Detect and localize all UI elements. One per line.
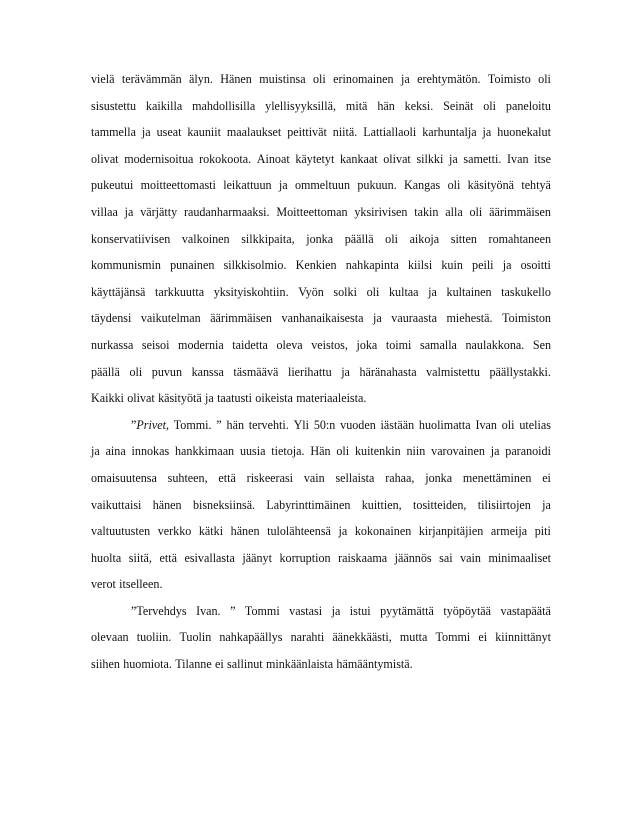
word: taatusti: [217, 391, 252, 406]
word: uusia: [239, 444, 266, 459]
word: tilisiirtojen: [477, 497, 531, 512]
word: ja: [341, 364, 350, 379]
word: oli: [385, 231, 398, 246]
text-line: [91, 252, 551, 279]
word: ”Privet,: [131, 417, 169, 432]
word: armeija: [490, 524, 528, 539]
word: silkkisolmio.: [223, 258, 287, 273]
word: rahaa,: [385, 470, 415, 485]
word: hän: [377, 98, 395, 113]
word: ja: [490, 444, 500, 459]
word: kankaat: [339, 151, 378, 166]
word: hän: [226, 417, 244, 432]
word: että: [159, 550, 177, 565]
word: sai: [439, 550, 453, 565]
word: aina: [105, 444, 126, 459]
word: Tuolin: [179, 630, 212, 645]
word: verot: [91, 577, 116, 592]
word: terävämmän: [121, 72, 182, 86]
word: romahtaneen: [488, 231, 551, 246]
word: siihen: [91, 657, 120, 672]
word: oli: [336, 444, 350, 459]
word: tammella: [91, 125, 136, 140]
word: yksirivisen: [354, 204, 408, 219]
word: Tommi.: [173, 417, 212, 432]
word: taidetta: [232, 337, 268, 352]
word: Toimiston: [502, 311, 551, 326]
word: äärimmäisen: [489, 204, 551, 219]
word: päällä: [344, 231, 374, 246]
word: työpöytää: [443, 603, 492, 618]
word: tietoja.: [271, 444, 305, 459]
text-line: [91, 359, 551, 386]
word: kuittien,: [361, 497, 402, 512]
word: itse: [534, 151, 551, 166]
word: äänekkäästi,: [332, 630, 392, 645]
word: Lattiallaoli: [363, 125, 417, 140]
word: käsityönä: [467, 178, 515, 193]
word: yksityiskohtiin.: [213, 284, 289, 299]
word: mutta: [399, 630, 428, 645]
word: alla: [445, 204, 463, 219]
text-line: [91, 624, 551, 651]
word: tehtyä: [521, 178, 551, 193]
word: valtuutusten: [91, 524, 151, 539]
body-text: [91, 66, 551, 678]
word: punainen: [170, 258, 215, 273]
word: jäänyt: [242, 550, 272, 565]
text-line: [91, 199, 551, 226]
word: vaikutelman: [140, 311, 201, 326]
word: kauniit: [187, 125, 221, 140]
word: Labyrinttimäinen: [266, 497, 351, 512]
word: Toimisto: [487, 72, 531, 86]
word: päällystakki.: [489, 364, 551, 379]
text-line: [91, 412, 551, 439]
word: oli: [483, 98, 497, 113]
word: tuoliin.: [136, 630, 172, 645]
word: oli: [538, 72, 551, 86]
paragraph-3: [91, 598, 551, 678]
word: muistinsa: [259, 72, 306, 86]
text-line: [91, 385, 551, 412]
word: rokokoota.: [199, 151, 252, 166]
word: minimaaliset: [488, 550, 551, 565]
word: joka: [356, 337, 378, 352]
word: tervehti.: [248, 417, 289, 432]
word: ”: [230, 603, 236, 618]
word: leikattuun: [223, 178, 272, 193]
word: äärimmäisen: [210, 311, 272, 326]
word: kokonainen: [354, 524, 412, 539]
word: kanssa: [191, 364, 224, 379]
word: vastasi: [289, 603, 323, 618]
word: vastapäätä: [500, 603, 551, 618]
word: häränahasta: [359, 364, 417, 379]
word: erehtymätön.: [417, 72, 481, 86]
word: oikeista: [255, 391, 293, 406]
word: minkäänlaista: [265, 657, 334, 672]
word: ”Tervehdys: [131, 603, 187, 618]
word: oli: [312, 72, 326, 86]
word: niitä.: [332, 125, 358, 140]
word: taskukello: [501, 284, 551, 299]
word: kirjanpitäjien: [418, 524, 484, 539]
text-line: [91, 305, 551, 332]
word: jäännös: [394, 550, 432, 565]
word: värjätty: [140, 204, 178, 219]
word: suhteen,: [167, 470, 208, 485]
word: modernia: [178, 337, 224, 352]
word: varovainen: [431, 444, 485, 459]
word: oleva: [276, 337, 303, 352]
word: Ivan: [507, 151, 529, 166]
word: pyytämättä: [380, 603, 434, 618]
word: 50:n: [313, 417, 336, 432]
word: että: [218, 470, 236, 485]
word: vauraasta: [391, 311, 437, 326]
word: vanhanaikaisesta: [281, 311, 364, 326]
word: valmistettu: [426, 364, 480, 379]
word: seisoi: [141, 337, 170, 352]
word: Ainoat: [256, 151, 290, 166]
word: korruption: [279, 550, 331, 565]
word: Kangas: [403, 178, 441, 193]
word: olivat: [91, 151, 119, 166]
paragraph-1: [91, 66, 551, 412]
word: vain: [303, 470, 325, 485]
word: huomiota.: [123, 657, 172, 672]
word: olevaan: [91, 630, 129, 645]
word: pukeutui: [91, 178, 134, 193]
word: ei: [215, 657, 224, 672]
text-line: [91, 518, 551, 545]
word: Vyön: [298, 284, 324, 299]
word: oli: [469, 204, 483, 219]
word: niin: [406, 444, 426, 459]
word: Hänen: [220, 72, 252, 86]
word: käytetyt: [295, 151, 335, 166]
word: silkkipaita,: [241, 231, 295, 246]
word: oli: [501, 417, 515, 432]
word: veistos,: [311, 337, 348, 352]
text-line: [91, 332, 551, 359]
word: ja: [331, 603, 341, 618]
text-line: [91, 66, 551, 93]
word: Tommi: [244, 603, 280, 618]
word: pukuun.: [357, 178, 397, 193]
text-line: [91, 651, 551, 678]
word: ja: [542, 497, 551, 512]
word: ja: [141, 125, 151, 140]
word: kiinnittänyt: [495, 630, 551, 645]
word: ja: [278, 178, 288, 193]
word: kommunismin: [91, 258, 161, 273]
word: ja: [502, 258, 512, 273]
word: solki: [333, 284, 357, 299]
word: valkoinen: [181, 231, 230, 246]
word: ei: [478, 630, 488, 645]
word: Yli: [293, 417, 310, 432]
word: Seinät: [443, 98, 474, 113]
word: huolimatta: [418, 417, 471, 432]
word: ja: [428, 284, 437, 299]
word: Kaikki: [91, 391, 124, 406]
word: Sen: [532, 337, 551, 352]
word: aikoja: [409, 231, 440, 246]
word: ”: [216, 417, 222, 432]
word: Tommi: [435, 630, 471, 645]
word: utelias: [519, 417, 551, 432]
word: menettäminen: [462, 470, 532, 485]
word: puvun: [151, 364, 183, 379]
word: Hän: [310, 444, 331, 459]
word: peili: [472, 258, 494, 273]
word: oli: [447, 178, 461, 193]
word: ylellisyyksillä,: [265, 98, 337, 113]
word: bisneksiinsä.: [192, 497, 256, 512]
word: silkki: [416, 151, 444, 166]
word: lierihattu: [287, 364, 332, 379]
word: kiilsi: [407, 258, 433, 273]
word: olivat: [383, 151, 411, 166]
word: nahkapinta: [345, 258, 399, 273]
word: hankkimaan: [175, 444, 235, 459]
word: kuitenkin: [354, 444, 401, 459]
text-line: [91, 279, 551, 306]
word: käsityötä: [158, 391, 202, 406]
word: useat: [156, 125, 182, 140]
word: ja: [482, 125, 492, 140]
word: oli: [129, 364, 143, 379]
word: hänen: [230, 524, 260, 539]
word: jonka: [306, 231, 334, 246]
text-line: [91, 438, 551, 465]
word: tarkkuutta: [155, 284, 205, 299]
word: Kenkien: [295, 258, 337, 273]
word: kaikilla: [145, 98, 183, 113]
word: villaa: [91, 204, 118, 219]
word: sellaista: [335, 470, 375, 485]
word: maalaukset: [226, 125, 282, 140]
word: Tilanne: [175, 657, 212, 672]
word: raiskaama: [338, 550, 388, 565]
text-line: [91, 172, 551, 199]
word: ommeltuun: [294, 178, 351, 193]
word: käyttäjänsä: [91, 284, 146, 299]
word: vaikuttaisi: [91, 497, 142, 512]
word: nurkassa: [91, 337, 134, 352]
word: ei: [542, 470, 551, 485]
text-line: [91, 119, 551, 146]
word: keksi.: [404, 98, 434, 113]
word: miehestä.: [446, 311, 493, 326]
word: Ivan: [475, 417, 497, 432]
word: toimi: [385, 337, 412, 352]
word: jonka: [425, 470, 453, 485]
word: päällä: [91, 364, 120, 379]
word: istui: [349, 603, 371, 618]
word: modernisoitua: [124, 151, 194, 166]
word: sitten: [450, 231, 477, 246]
word: kultaa: [388, 284, 419, 299]
word: itselleen.: [119, 577, 163, 592]
word: kultainen: [446, 284, 492, 299]
word: vain: [460, 550, 481, 565]
word: hänen: [152, 497, 182, 512]
word: piti: [534, 524, 551, 539]
word: huolta: [91, 550, 122, 565]
text-line: [91, 465, 551, 492]
word: ja: [205, 391, 214, 406]
word: olivat: [127, 391, 155, 406]
word: tulolähteensä: [267, 524, 331, 539]
word: huonekalut: [497, 125, 551, 140]
word: paranoidi: [505, 444, 551, 459]
word: täydensi: [91, 311, 132, 326]
word: ja: [124, 204, 134, 219]
word: verkko: [157, 524, 192, 539]
word: ja: [373, 311, 382, 326]
word: Moitteettoman: [276, 204, 348, 219]
word: takin: [414, 204, 439, 219]
word: ja: [91, 444, 100, 459]
text-line: [91, 146, 551, 173]
word: ja: [400, 72, 410, 86]
word: naulakkona.: [465, 337, 525, 352]
word: sallinut: [227, 657, 263, 672]
word: erinomainen: [333, 72, 394, 86]
word: hämääntymistä.: [336, 657, 413, 672]
word: samalla: [419, 337, 457, 352]
word: iästään: [380, 417, 415, 432]
word: ja: [449, 151, 458, 166]
text-line: [91, 226, 551, 253]
text-line: [91, 571, 551, 598]
word: oli: [366, 284, 380, 299]
word: älyn.: [189, 72, 213, 86]
word: täsmäävä: [233, 364, 279, 379]
word: esivallasta: [184, 550, 235, 565]
word: ja: [338, 524, 348, 539]
word: osoitti: [520, 258, 551, 273]
word: tositteiden,: [413, 497, 467, 512]
word: karhuntalja: [422, 125, 477, 140]
text-line: [91, 545, 551, 572]
word: innokas: [131, 444, 170, 459]
text-line: [91, 598, 551, 625]
text-line: [91, 492, 551, 519]
word: konservatiivisen: [91, 231, 171, 246]
word: vielä: [91, 72, 115, 86]
word: nahkapäällys: [219, 630, 283, 645]
word: vuoden: [340, 417, 376, 432]
word: materiaaleista.: [296, 391, 367, 406]
word: peittivät: [287, 125, 327, 140]
word: Ivan.: [196, 603, 221, 618]
word: siitä,: [128, 550, 152, 565]
word: sametti.: [463, 151, 502, 166]
word: moitteettomasti: [140, 178, 216, 193]
word: sisustettu: [91, 98, 137, 113]
word: kätki: [198, 524, 224, 539]
word: riskeerasi: [246, 470, 294, 485]
word: mahdollisilla: [192, 98, 256, 113]
text-line: [91, 93, 551, 120]
word: kuin: [441, 258, 463, 273]
word: narahti: [290, 630, 325, 645]
word: paneloitu: [505, 98, 551, 113]
paragraph-2: [91, 412, 551, 598]
word: omaisuutensa: [91, 470, 157, 485]
word: mitä: [345, 98, 368, 113]
word: raudanharmaaksi.: [183, 204, 270, 219]
